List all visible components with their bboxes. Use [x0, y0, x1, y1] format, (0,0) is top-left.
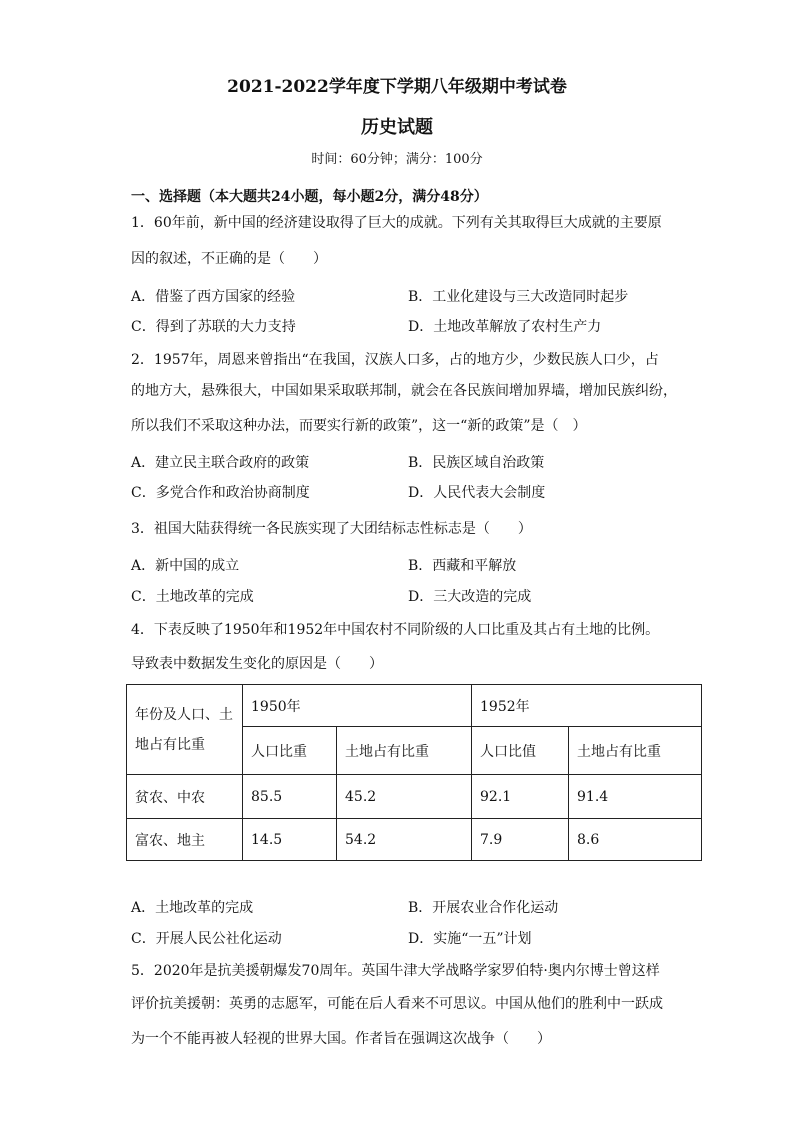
question-1-option-c: C．得到了苏联的大力支持 — [131, 319, 296, 335]
table-header-pop-1952: 人口比值 — [472, 727, 569, 775]
table-header-land-1950: 土地占有比重 — [337, 727, 472, 775]
question-4-option-b: B．开展农业合作化运动 — [408, 900, 559, 916]
table-cell: 8.6 — [569, 819, 702, 861]
table-cell: 91.4 — [569, 775, 702, 819]
question-5-stem-line-2: 评价抗美援朝：英勇的志愿军，可能在后人看来不可思议。中国从他们的胜利中一跃成 — [131, 996, 663, 1012]
question-2-option-b: B．民族区域自治政策 — [408, 455, 545, 471]
subject-title: 历史试题 — [361, 117, 433, 138]
table-header-pop-1950: 人口比重 — [243, 727, 337, 775]
question-2-option-a: A．建立民主联合政府的政策 — [131, 455, 310, 471]
table-year-1950: 1950年 — [243, 685, 472, 727]
question-3-option-b: B．西藏和平解放 — [408, 558, 517, 574]
table-row — [127, 819, 702, 861]
section-heading: 一、选择题（本大题共24小题，每小题2分，满分48分） — [131, 189, 488, 205]
question-4-stem-line-1: 4．下表反映了1950年和1952年中国农村不同阶级的人口比重及其占有土地的比例。 — [131, 622, 660, 638]
question-3-option-c: C．土地改革的完成 — [131, 589, 254, 605]
question-2-stem-line-1: 2．1957年，周恩来曾指出“在我国，汉族人口多，占的地方少，少数民族人口少，占 — [131, 352, 659, 368]
question-3-option-d: D．三大改造的完成 — [408, 589, 532, 605]
question-3-option-a: A．新中国的成立 — [131, 558, 240, 574]
question-1-option-b: B．工业化建设与三大改造同时起步 — [408, 289, 629, 305]
question-1-option-d: D．土地改革解放了农村生产力 — [408, 319, 602, 335]
question-1-option-a: A．借鉴了西方国家的经验 — [131, 289, 296, 305]
question-4-option-a: A．土地改革的完成 — [131, 900, 254, 916]
question-1-stem-line-2: 因的叙述，不正确的是（ ） — [131, 251, 327, 267]
question-5-stem-line-3: 为一个不能再被人轻视的世界大国。作者旨在强调这次战争（ ） — [131, 1031, 551, 1047]
table-header-land-1952: 土地占有比重 — [569, 727, 702, 775]
question-3-stem: 3．祖国大陆获得统一各民族实现了大团结标志性标志是（ ） — [131, 521, 532, 537]
population-land-table — [126, 684, 702, 861]
question-2-stem-line-3: 所以我们不采取这种办法，而要实行新的政策”，这一“新的政策”是（ ） — [131, 418, 587, 434]
question-2-stem-line-2: 的地方大，悬殊很大，中国如果采取联邦制，就会在各民族间增加界墙，增加民族纠纷， — [131, 383, 677, 399]
table-cell: 7.9 — [472, 819, 569, 861]
question-5-stem-line-1: 5．2020年是抗美援朝爆发70周年。英国牛津大学战略学家罗伯特·奥内尔博士曾这样 — [131, 963, 660, 979]
table-year-1952: 1952年 — [472, 685, 702, 727]
table-cell: 85.5 — [243, 775, 337, 819]
question-2-option-c: C．多党合作和政治协商制度 — [131, 485, 310, 501]
table-corner-header: 年份及人口、土地占有比重 — [127, 685, 243, 775]
table-cell: 54.2 — [337, 819, 472, 861]
question-1-stem-line-1: 1．60年前，新中国的经济建设取得了巨大的成就。下列有关其取得巨大成就的主要原 — [131, 215, 662, 231]
table-cell: 14.5 — [243, 819, 337, 861]
exam-title: 2021-2022学年度下学期八年级期中考试卷 — [227, 77, 567, 97]
question-4-option-d: D．实施“一五”计划 — [408, 931, 532, 947]
question-2-option-d: D．人民代表大会制度 — [408, 485, 546, 501]
table-cell: 92.1 — [472, 775, 569, 819]
question-4-option-c: C．开展人民公社化运动 — [131, 931, 282, 947]
table-cell: 45.2 — [337, 775, 472, 819]
exam-meta: 时间：60分钟；满分：100分 — [311, 152, 483, 167]
table-row-label: 贫农、中农 — [127, 775, 243, 819]
question-4-stem-line-2: 导致表中数据发生变化的原因是（ ） — [131, 656, 383, 672]
table-row — [127, 775, 702, 819]
table-header-row — [127, 685, 702, 727]
table-row-label: 富农、地主 — [127, 819, 243, 861]
